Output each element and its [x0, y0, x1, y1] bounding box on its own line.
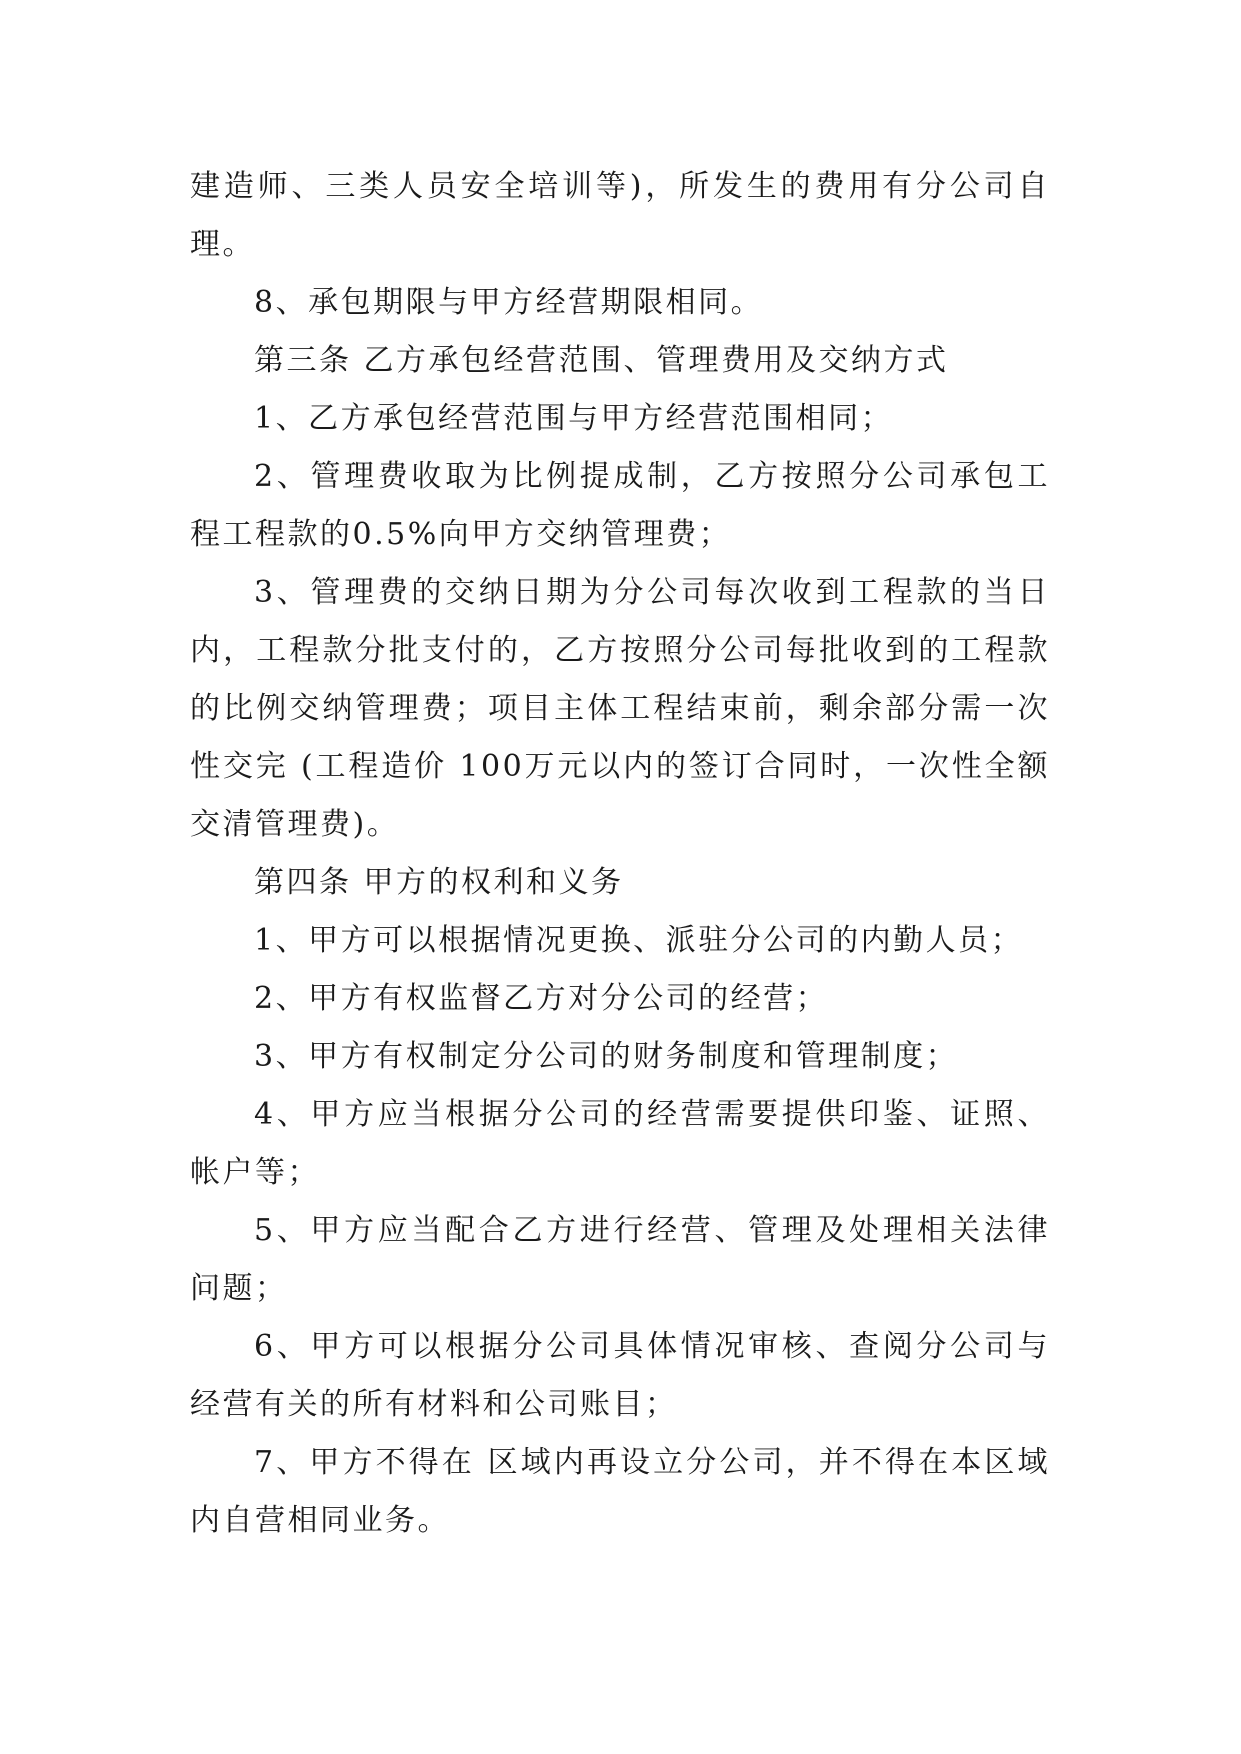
article-3-item-2: 2、管理费收取为比例提成制，乙方按照分公司承包工程工程款的0.5%向甲方交纳管理费；	[190, 459, 1050, 552]
article-4-item-6: 6、甲方可以根据分公司具体情况审核、查阅分公司与经营有关的所有材料和公司账目；	[190, 1329, 1050, 1422]
article-4-item-5: 5、甲方应当配合乙方进行经营、管理及处理相关法律问题；	[190, 1213, 1050, 1306]
article-3-item-1: 1、乙方承包经营范围与甲方经营范围相同；	[254, 401, 894, 436]
document-body	[190, 158, 1050, 1550]
article-4-item-3: 3、甲方有权制定分公司的财务制度和管理制度；	[254, 1039, 959, 1074]
article-4-heading: 第四条 甲方的权利和义务	[254, 865, 624, 900]
paragraph-item-8-term: 8、承包期限与甲方经营期限相同。	[254, 285, 764, 320]
article-4-item-7: 7、甲方不得在 区域内再设立分公司，并不得在本区域内自营相同业务。	[190, 1445, 1050, 1538]
article-4-item-4: 4、甲方应当根据分公司的经营需要提供印鉴、证照、帐户等；	[190, 1097, 1050, 1190]
article-3-item-3: 3、管理费的交纳日期为分公司每次收到工程款的当日内，工程款分批支付的，乙方按照分公司每批收到的工程款的比例交纳管理费；项目主体工程结束前，剩余部分需一次性交完 (工程造价 100万元以内的签订合同时，一次性全额交清管理费)。	[190, 575, 1050, 842]
article-3-heading: 第三条 乙方承包经营范围、管理费用及交纳方式	[254, 343, 949, 378]
article-4-item-2: 2、甲方有权监督乙方对分公司的经营；	[254, 981, 829, 1016]
article-4-item-1: 1、甲方可以根据情况更换、派驻分公司的内勤人员；	[254, 923, 1024, 958]
paragraph-continuation: 建造师、三类人员安全培训等)，所发生的费用有分公司自理。	[190, 169, 1050, 262]
